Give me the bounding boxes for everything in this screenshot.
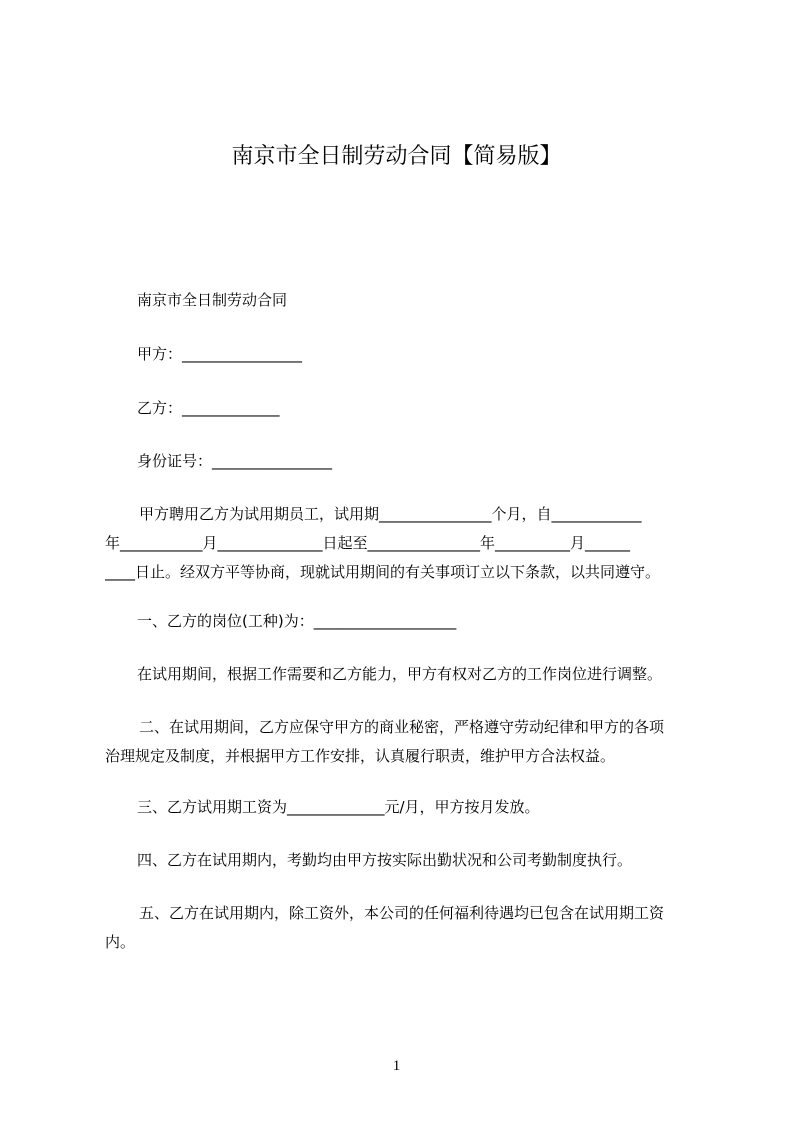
clause-5-line: 五、乙方在试用期内，除工资外，本公司的任何福利待遇均已包含在试用期工资 — [139, 904, 665, 922]
document-title: 南京市全日制劳动合同【简易版】 — [231, 144, 562, 169]
probation-line: ____日止。经双方平等协商，现就试用期间的有关事项订立以下条款，以共同遵守。 — [105, 563, 661, 581]
contract-heading: 南京市全日制劳动合同 — [137, 291, 288, 309]
id-number-field: 身份证号：________________ — [137, 452, 333, 470]
probation-line: 年___________月______________日起至_______________年__________月______ — [105, 534, 631, 552]
clause-1-note: 在试用期间，根据工作需要和乙方能力，甲方有权对乙方的工作岗位进行调整。 — [137, 665, 663, 683]
party-a-field: 甲方：________________ — [137, 345, 303, 363]
clause-2-line: 二、在试用期间，乙方应保守甲方的商业秘密，严格遵守劳动纪律和甲方的各项 — [139, 718, 665, 736]
clause-2-line: 治理规定及制度，并根据甲方工作安排，认真履行职责，维护甲方合法权益。 — [105, 747, 616, 765]
clause-4-attendance: 四、乙方在试用期内，考勤均由甲方按实际出勤状况和公司考勤制度执行。 — [137, 851, 633, 869]
party-b-field: 乙方：_____________ — [137, 399, 280, 417]
probation-line: 甲方聘用乙方为试用期员工，试用期_______________个月，自____________ — [139, 505, 642, 523]
probation-paragraph — [105, 500, 705, 587]
clause-5-line: 内。 — [105, 933, 136, 951]
clause-2-paragraph — [105, 713, 705, 771]
page-number: 1 — [392, 1058, 401, 1074]
clause-5-paragraph — [105, 899, 705, 957]
clause-1-position: 一、乙方的岗位(工种)为：___________________ — [137, 612, 457, 630]
clause-3-salary: 三、乙方试用期工资为_____________元/月，甲方按月发放。 — [137, 798, 540, 816]
